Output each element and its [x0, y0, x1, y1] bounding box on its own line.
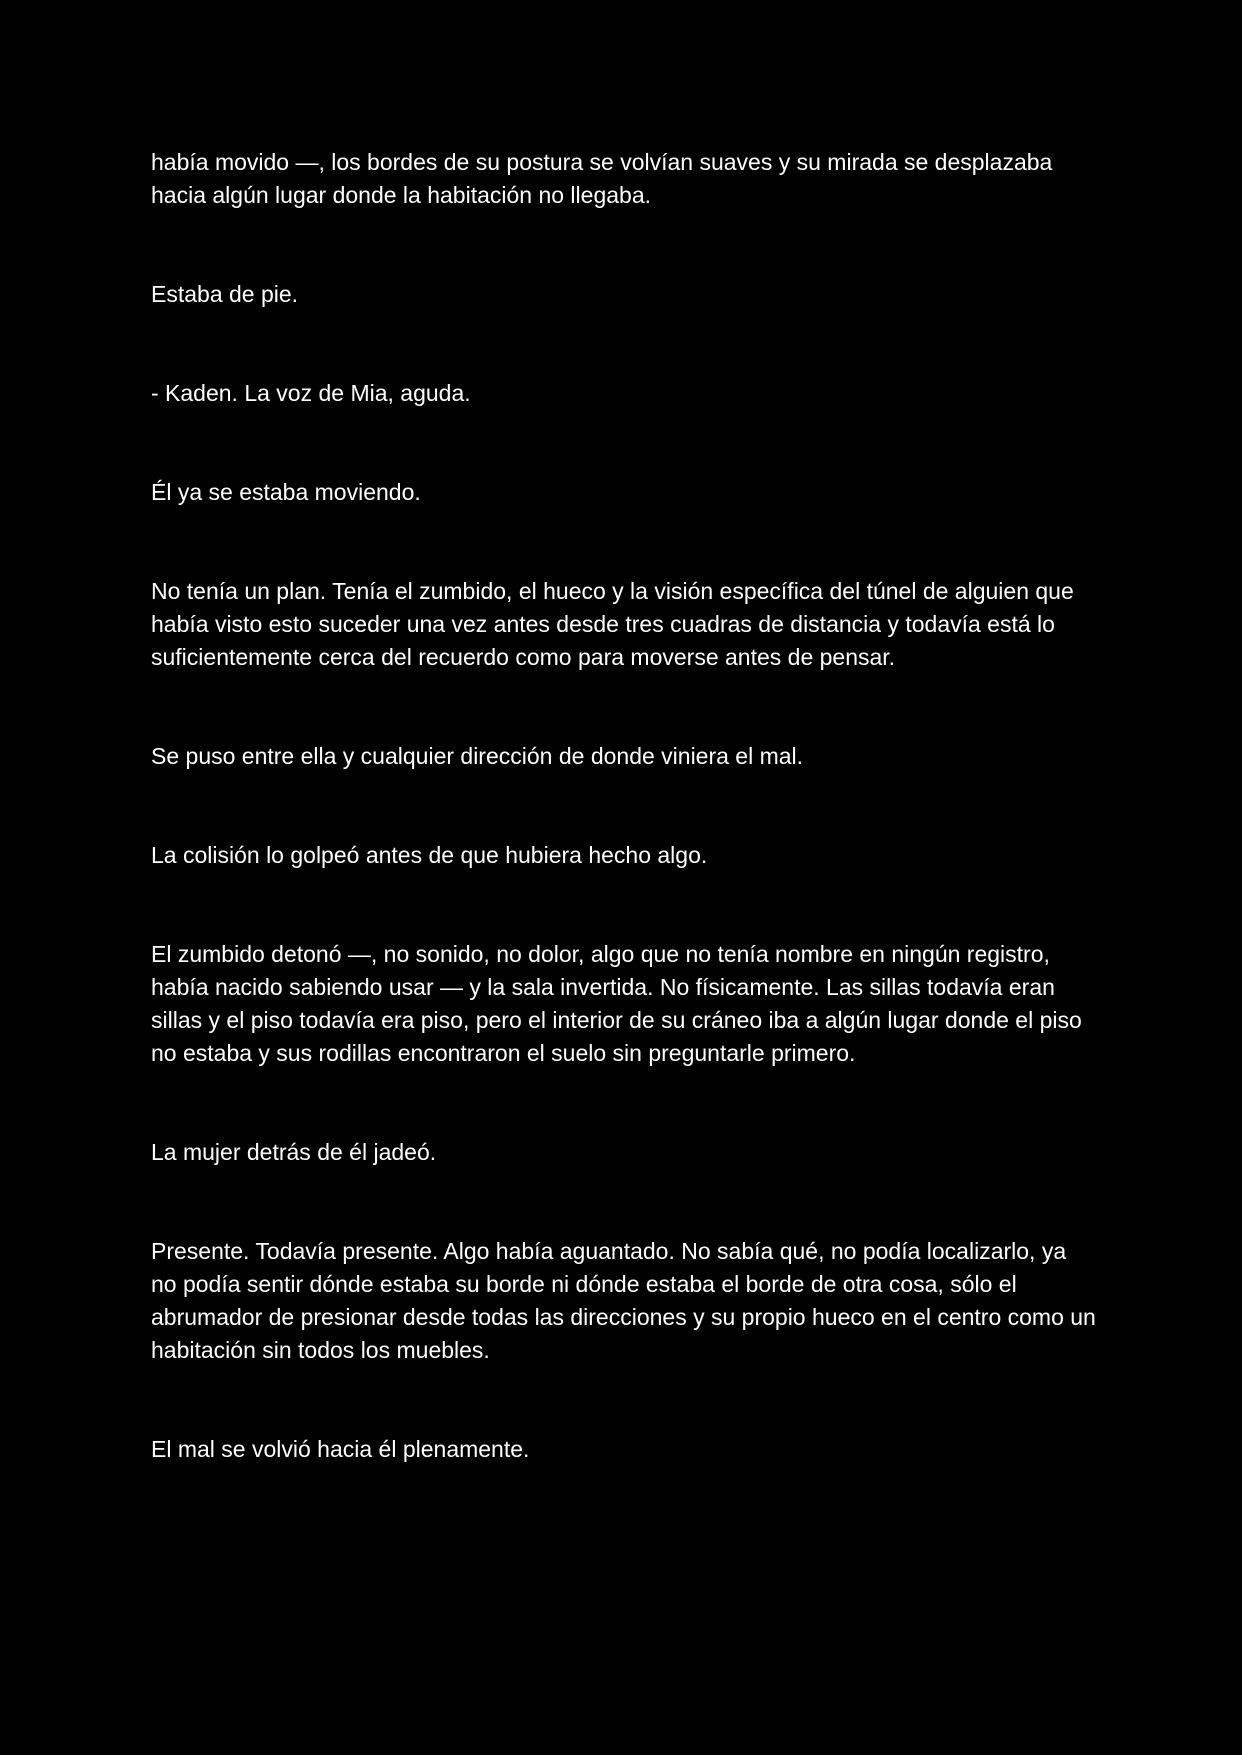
paragraph: había movido —, los bordes de su postura se volvían suaves y su mirada se desplazaba hacia algún lugar donde la habitación no llegaba.: [151, 149, 1053, 208]
paragraph: El mal se volvió hacia él plenamente.: [151, 1436, 530, 1462]
paragraph: La colisión lo golpeó antes de que hubiera hecho algo.: [151, 842, 708, 868]
paragraph: Se puso entre ella y cualquier dirección de donde viniera el mal.: [151, 743, 804, 769]
paragraph: - Kaden. La voz de Mia, aguda.: [151, 380, 471, 406]
paragraph: El zumbido detonó —, no sonido, no dolor, algo que no tenía nombre en ningún registro, había nacido sabiendo usar — y la sala invertida. No físicamente. Las sillas todavía eran sillas y el piso todavía era piso, pero el interior de su cráneo iba a algún lugar donde el piso no estaba y sus rodillas encontraron el suelo sin preguntarle primero.: [151, 941, 1082, 1066]
paragraph: La mujer detrás de él jadeó.: [151, 1139, 437, 1165]
paragraph: Presente. Todavía presente. Algo había aguantado. No sabía qué, no podía localizarlo, ya no podía sentir dónde estaba su borde ni dónde estaba el borde de otra cosa, sólo el abrumador de presionar desde todas las direcciones y su propio hueco en el centro como un habitación sin todos los muebles.: [151, 1238, 1096, 1363]
paragraph: Él ya se estaba moviendo.: [151, 479, 421, 505]
paragraph: Estaba de pie.: [151, 281, 299, 307]
paragraph: No tenía un plan. Tenía el zumbido, el hueco y la visión específica del túnel de alguien que había visto esto suceder una vez antes desde tres cuadras de distancia y todavía está lo suficientemente cerca del recuerdo como para moverse antes de pensar.: [151, 578, 1074, 670]
document-page: [151, 146, 1096, 1532]
